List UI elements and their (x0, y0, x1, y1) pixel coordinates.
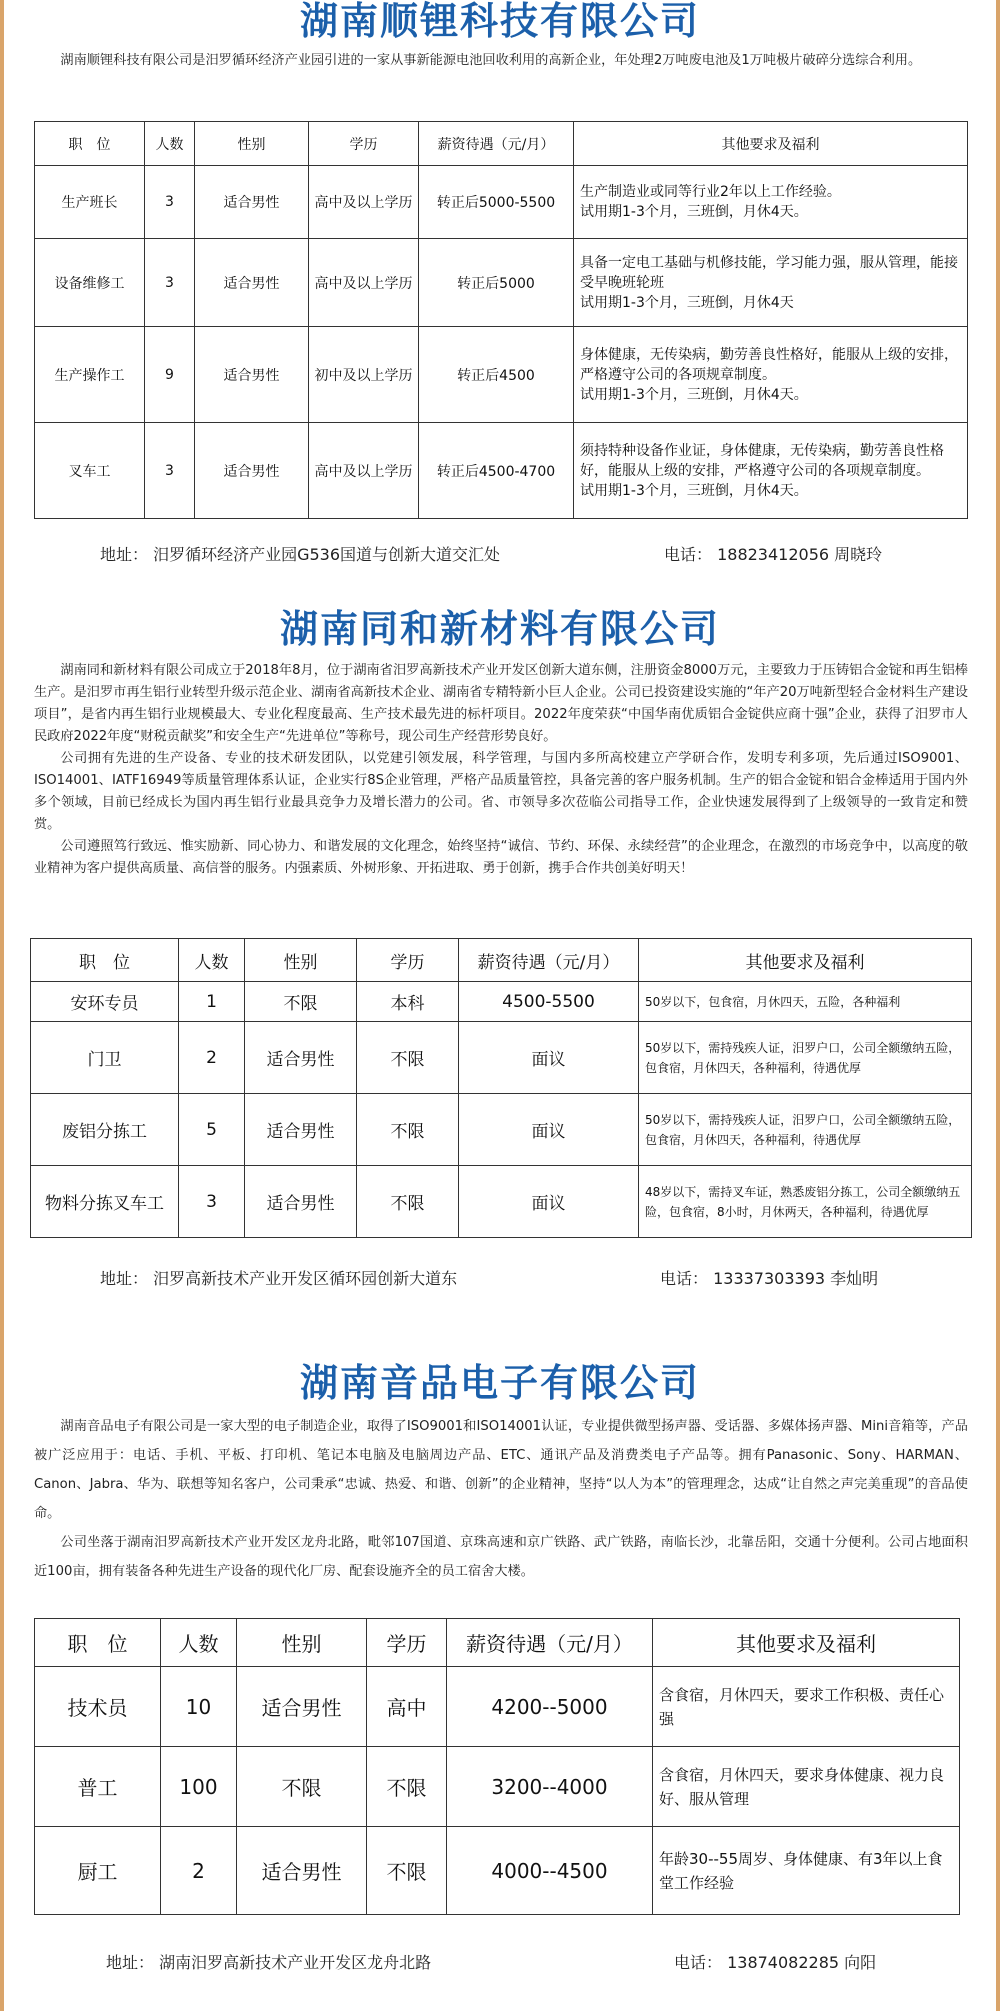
table-row (31, 1094, 972, 1166)
header-cell: 人数 (179, 939, 245, 982)
count-cell: 100 (161, 1747, 237, 1827)
count-cell: 5 (179, 1094, 245, 1166)
education-cell: 高中及以上学历 (309, 239, 419, 327)
requirements-cell: 身体健康，无传染病，勤劳善良性格好，能服从上级的安排，严格遵守公司的各项规章制度。 试用期1-3个月，三班倒，月休4天。 (574, 327, 968, 423)
header-cell: 薪资待遇（元/月） (459, 939, 639, 982)
position-cell: 普工 (35, 1747, 161, 1827)
education-cell: 初中及以上学历 (309, 327, 419, 423)
company-title: 湖南顺锂科技有限公司 (299, 0, 700, 43)
header-cell: 职 位 (35, 1619, 161, 1667)
count-cell: 3 (145, 423, 195, 519)
gender-cell: 适合男性 (245, 1166, 357, 1238)
requirements-cell: 含食宿，月休四天，要求身体健康、视力良好、服从管理 (653, 1747, 960, 1827)
gender-cell: 适合男性 (237, 1667, 367, 1747)
table-row (35, 327, 968, 423)
intro-paragraph: 公司拥有先进的生产设备、专业的技术研发团队，以党建引领发展，科学管理，与国内多所高校建立产学研合作，发明专利多项，先后通过ISO9001、ISO14001、IATF16949等质量管理体系认证，企业实行8S企业管理，严格产品质量管控，具备完善的客户服务机制。生产的铝合金锭和铝合金棒适用于国内外多个领域，目前已经成长为国内再生铝行业最具竞争力及增长潜力的公司。省、市领导多次莅临公司指导工作，企业快速发展得到了上级领导的一致肯定和赞赏。 (34, 751, 968, 832)
count-cell: 9 (145, 327, 195, 423)
header-cell: 其他要求及福利 (574, 122, 968, 166)
gender-cell: 不限 (237, 1747, 367, 1827)
header-cell: 性别 (195, 122, 309, 166)
gender-cell: 适合男性 (237, 1827, 367, 1915)
left-border-strip (0, 0, 4, 2011)
header-cell: 人数 (161, 1619, 237, 1667)
salary-cell: 4500-5500 (459, 982, 639, 1022)
company-address: 地址： 汨罗高新技术产业开发区循环园创新大道东 (100, 1269, 458, 1288)
education-cell: 高中及以上学历 (309, 166, 419, 239)
position-cell: 门卫 (31, 1022, 179, 1094)
company-phone: 电话： 18823412056 周晓玲 (664, 545, 883, 564)
salary-cell: 3200--4000 (447, 1747, 653, 1827)
intro-paragraph: 湖南同和新材料有限公司成立于2018年8月，位于湖南省汨罗高新技术产业开发区创新大道东侧，注册资金8000万元，主要致力于压铸铝合金锭和再生铝棒生产。是汨罗市再生铝行业转型升级示范企业、湖南省高新技术企业、湖南省专精特新小巨人企业。公司已投资建设实施的“年产20万吨新型轻合金材料生产建设项目”，是省内再生铝行业规模最大、专业化程度最高、生产技术最先进的标杆项目。2022年度荣获“中国华南优质铝合金锭供应商十强”企业，获得了汨罗市人民政府2022年度“财税贡献奖”和安全生产“先进单位”等称号，现公司生产经营形势良好。 (34, 663, 968, 744)
company-phone: 电话： 13337303393 李灿明 (660, 1269, 879, 1288)
education-cell: 高中 (367, 1667, 447, 1747)
table-row (35, 423, 968, 519)
education-cell: 不限 (367, 1747, 447, 1827)
position-cell: 生产操作工 (35, 327, 145, 423)
header-cell: 人数 (145, 122, 195, 166)
education-cell: 不限 (357, 1166, 459, 1238)
position-cell: 厨工 (35, 1827, 161, 1915)
requirements-cell: 含食宿，月休四天，要求工作积极、责任心强 (653, 1667, 960, 1747)
header-cell: 其他要求及福利 (639, 939, 972, 982)
company-address: 地址： 汨罗循环经济产业园G536国道与创新大道交汇处 (100, 545, 501, 564)
table-row (35, 1747, 960, 1827)
table-row (35, 1827, 960, 1915)
table-header-row (35, 122, 968, 166)
requirements-cell: 50岁以下，包食宿，月休四天，五险，各种福利 (639, 982, 972, 1022)
table-row (35, 239, 968, 327)
header-cell: 薪资待遇（元/月） (447, 1619, 653, 1667)
count-cell: 3 (179, 1166, 245, 1238)
position-cell: 安环专员 (31, 982, 179, 1022)
position-cell: 物料分拣叉车工 (31, 1166, 179, 1238)
table-row (31, 1166, 972, 1238)
header-cell: 性别 (237, 1619, 367, 1667)
position-cell: 生产班长 (35, 166, 145, 239)
gender-cell: 不限 (245, 982, 357, 1022)
header-cell: 职 位 (35, 122, 145, 166)
company-address: 地址： 湖南汨罗高新技术产业开发区龙舟北路 (106, 1953, 432, 1972)
table-row (31, 982, 972, 1022)
salary-cell: 4000--4500 (447, 1827, 653, 1915)
position-cell: 设备维修工 (35, 239, 145, 327)
company-intro (34, 660, 968, 880)
salary-cell: 面议 (459, 1166, 639, 1238)
gender-cell: 适合男性 (245, 1022, 357, 1094)
gender-cell: 适合男性 (195, 166, 309, 239)
gender-cell: 适合男性 (195, 423, 309, 519)
table-row (31, 1022, 972, 1094)
header-cell: 学历 (357, 939, 459, 982)
salary-cell: 转正后4500 (419, 327, 574, 423)
salary-cell: 转正后5000-5500 (419, 166, 574, 239)
requirements-cell: 48岁以下，需持叉车证，熟悉废铝分拣工，公司全额缴纳五险，包食宿，8小时，月休两天，各种福利，待遇优厚 (639, 1166, 972, 1238)
count-cell: 1 (179, 982, 245, 1022)
count-cell: 3 (145, 166, 195, 239)
salary-cell: 转正后5000 (419, 239, 574, 327)
gender-cell: 适合男性 (195, 239, 309, 327)
count-cell: 2 (179, 1022, 245, 1094)
company-phone: 电话： 13874082285 向阳 (674, 1953, 877, 1972)
requirements-cell: 具备一定电工基础与机修技能，学习能力强，服从管理，能接受早晚班轮班 试用期1-3个月，三班倒，月休4天 (574, 239, 968, 327)
requirements-cell: 须持特种设备作业证，身体健康，无传染病，勤劳善良性格好，能服从上级的安排，严格遵守公司的各项规章制度。 试用期1-3个月，三班倒，月休4天。 (574, 423, 968, 519)
intro-paragraph: 公司遵照笃行致远、惟实励新、同心协力、和谐发展的文化理念，始终坚持“诚信、节约、环保、永续经营”的企业理念，在激烈的市场竞争中，以高度的敬业精神为客户提供高质量、高信誉的服务。内强素质、外树形象、开拓进取、勇于创新，携手合作共创美好明天！ (34, 839, 968, 876)
gender-cell: 适合男性 (245, 1094, 357, 1166)
education-cell: 本科 (357, 982, 459, 1022)
header-cell: 学历 (309, 122, 419, 166)
count-cell: 10 (161, 1667, 237, 1747)
company-intro: 湖南顺锂科技有限公司是汨罗循环经济产业园引进的一家从事新能源电池回收利用的高新企业，年处理2万吨废电池及1万吨极片破碎分选综合利用。 (60, 53, 922, 68)
salary-cell: 4200--5000 (447, 1667, 653, 1747)
company-title: 湖南音品电子有限公司 (299, 1361, 700, 1405)
salary-cell: 面议 (459, 1094, 639, 1166)
position-cell: 叉车工 (35, 423, 145, 519)
requirements-cell: 50岁以下，需持残疾人证，汨罗户口，公司全额缴纳五险，包食宿，月休四天，各种福利，待遇优厚 (639, 1094, 972, 1166)
company-title: 湖南同和新材料有限公司 (279, 607, 720, 651)
salary-cell: 转正后4500-4700 (419, 423, 574, 519)
right-border-strip (996, 0, 1000, 2011)
position-cell: 废铝分拣工 (31, 1094, 179, 1166)
company-intro (34, 1412, 968, 1586)
table-row (35, 166, 968, 239)
intro-paragraph: 湖南音品电子有限公司是一家大型的电子制造企业，取得了ISO9001和ISO14001认证，专业提供微型扬声器、受话器、多媒体扬声器、Mini音箱等，产品被广泛应用于：电话、手机、平板、打印机、笔记本电脑及电脑周边产品、ETC、通讯产品及消费类电子产品等。拥有Panasonic、Sony、HARMAN、Canon、Jabra、华为、联想等知名客户，公司秉承“忠诚、热爱、和谐、创新”的企业精神，坚持“以人为本”的管理理念，达成“让自然之声完美重现”的音品使命。 (34, 1419, 968, 1521)
header-cell: 薪资待遇（元/月） (419, 122, 574, 166)
job-table (34, 1618, 960, 1915)
table-header-row (31, 939, 972, 982)
salary-cell: 面议 (459, 1022, 639, 1094)
job-table (34, 121, 968, 519)
requirements-cell: 年龄30--55周岁、身体健康、有3年以上食堂工作经验 (653, 1827, 960, 1915)
education-cell: 高中及以上学历 (309, 423, 419, 519)
count-cell: 3 (145, 239, 195, 327)
header-cell: 学历 (367, 1619, 447, 1667)
position-cell: 技术员 (35, 1667, 161, 1747)
job-table (30, 938, 972, 1238)
education-cell: 不限 (357, 1022, 459, 1094)
education-cell: 不限 (367, 1827, 447, 1915)
intro-paragraph: 公司坐落于湖南汨罗高新技术产业开发区龙舟北路，毗邻107国道、京珠高速和京广铁路、武广铁路，南临长沙，北靠岳阳，交通十分便利。公司占地面积近100亩，拥有装备各种先进生产设备的现代化厂房、配套设施齐全的员工宿舍大楼。 (34, 1535, 968, 1579)
header-cell: 其他要求及福利 (653, 1619, 960, 1667)
education-cell: 不限 (357, 1094, 459, 1166)
table-row (35, 1667, 960, 1747)
header-cell: 职 位 (31, 939, 179, 982)
header-cell: 性别 (245, 939, 357, 982)
table-header-row (35, 1619, 960, 1667)
gender-cell: 适合男性 (195, 327, 309, 423)
requirements-cell: 50岁以下，需持残疾人证，汨罗户口，公司全额缴纳五险，包食宿，月休四天，各种福利，待遇优厚 (639, 1022, 972, 1094)
requirements-cell: 生产制造业或同等行业2年以上工作经验。 试用期1-3个月，三班倒，月休4天。 (574, 166, 968, 239)
count-cell: 2 (161, 1827, 237, 1915)
